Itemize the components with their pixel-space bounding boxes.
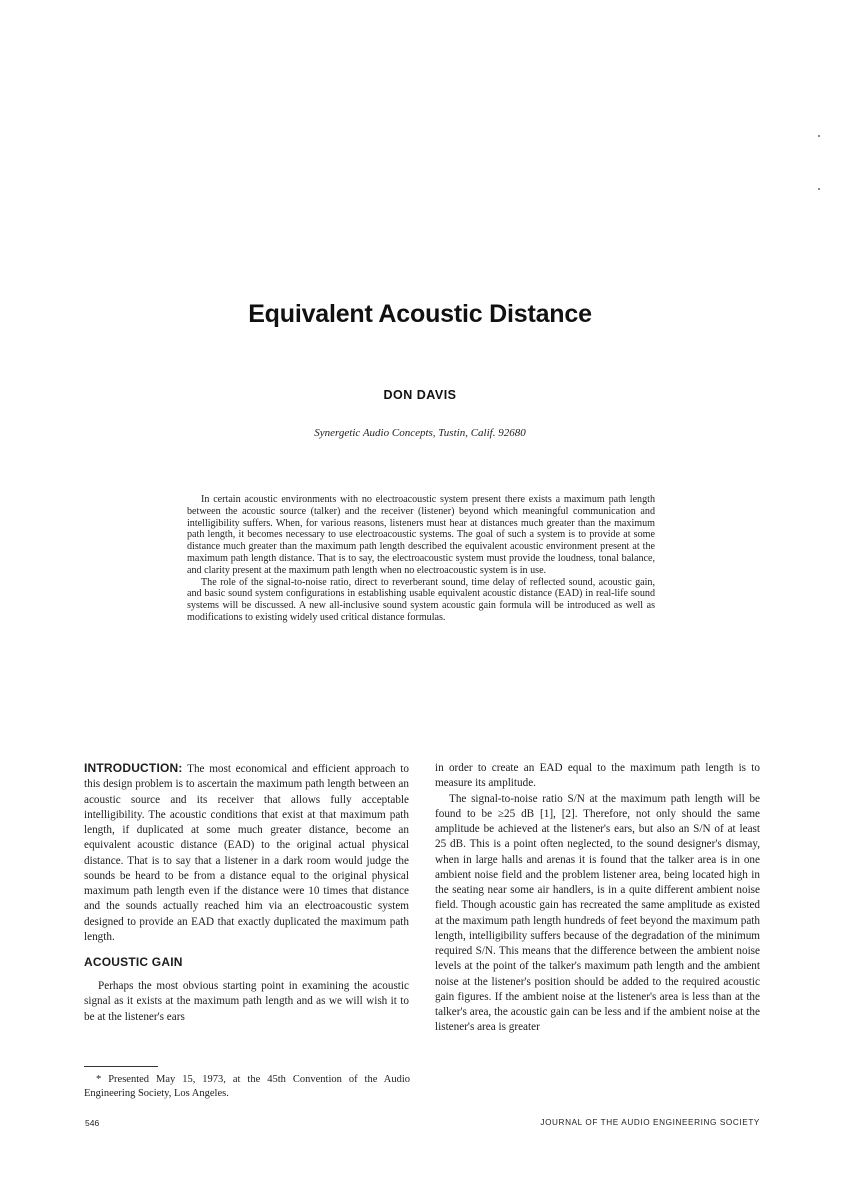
- acoustic-gain-heading: ACOUSTIC GAIN: [84, 955, 183, 969]
- abstract-paragraph-1: In certain acoustic environments with no electroacoustic system present there exists a maximum path length between the acoustic source (talker) and the receiver (listener) beyond which meaningful communication and intelligibility suffers. When, for various reasons, listeners must hear at distances much greater than the maximum path length, it becomes necessary to use electroacoustic systems. The goal of such a system is to provide at some distance much greater than the maximum path length described the equivalent acoustic environment present at the maximum path length distance. That is to say, the electroacoustic system must provide the loudness, tonal balance, and clarity present at the maximum path length when no electroacoustic system is in use.: [187, 494, 655, 576]
- footnote-mark: *: [96, 1074, 102, 1085]
- abstract: [187, 494, 655, 624]
- introduction-heading: INTRODUCTION:: [84, 761, 183, 775]
- introduction-paragraph: [84, 761, 409, 945]
- page-number: 546: [85, 1118, 100, 1128]
- body-column-left: [84, 761, 409, 1025]
- journal-name: JOURNAL OF THE AUDIO ENGINEERING SOCIETY: [540, 1118, 760, 1127]
- acoustic-gain-paragraph: Perhaps the most obvious starting point in examining the acoustic signal as it exists at the maximum path length and as we will wish it to be at the listener's ears: [84, 980, 409, 1023]
- right-paragraph-1: in order to create an EAD equal to the maximum path length is to measure its amplitude.: [435, 762, 760, 790]
- paper-title: Equivalent Acoustic Distance: [248, 300, 592, 328]
- author-affiliation: Synergetic Audio Concepts, Tustin, Calif. 92680: [314, 427, 526, 439]
- abstract-paragraph-2: The role of the signal-to-noise ratio, direct to reverberant sound, time delay of reflected sound, acoustic gain, and basic sound system configurations in establishing usable equivalent acoustic distance (EAD) in real-life sound systems will be discussed. A new all-inclusive sound system acoustic gain formula will be introduced as well as modifications to existing widely used critical distance formulas.: [187, 576, 655, 623]
- footnote-text: Presented May 15, 1973, at the 45th Convention of the Audio Engineering Society, Los Angeles.: [84, 1074, 410, 1099]
- introduction-text: The most economical and efficient approach to this design problem is to ascertain the maximum path length between an acoustic source and its receiver that allows fully acceptable intelligibility. The acoustic conditions that exist at that maximum path length, if duplicated at some much greater distance, become an equivalent acoustic distance (EAD) to the original actual physical distance. That is to say that a listener in a dark room would judge the sounds be heard to be from a distance equal to the original physical maximum path length even if the distance were 10 times that distance and the sounds actually reached him via an electroacoustic system designed to provide an EAD that exactly duplicated the maximum path length.: [84, 763, 409, 943]
- right-paragraph-2: The signal-to-noise ratio S/N at the maximum path length will be found to be ≥25 dB [1], [2]. Therefore, not only should the same amplitude be achieved at the listener's ears, but also an S/N of at least 25 dB. This is a point often neglected, to the sound designer's dismay, when in large halls and arenas it is found that the talker area is in one ambient noise field and the problem listener area, being located high in the seating near some air handlers, is in a quite different ambient noise field. Though acoustic gain has recreated the same amplitude as existed at the maximum path length hundreds of feet beyond the maximum path length, intelligibility suffers because of the degradation of the minimum required S/N. This means that the difference between the ambient noise levels at the point of the talker's maximum path length and the ambient noise at the listener's position should be added to the required acoustic gain figures. If the ambient noise at the listener's area is less than at the talker's area, the acoustic gain can be less and if the ambient noise at the listener's area is greater: [435, 792, 760, 1034]
- scan-speck: [818, 135, 820, 137]
- body-column-right: [435, 761, 760, 1036]
- author-name: DON DAVIS: [383, 388, 457, 402]
- footnote-divider: [84, 1066, 158, 1067]
- scan-speck: [818, 188, 820, 190]
- footnote: [84, 1073, 410, 1100]
